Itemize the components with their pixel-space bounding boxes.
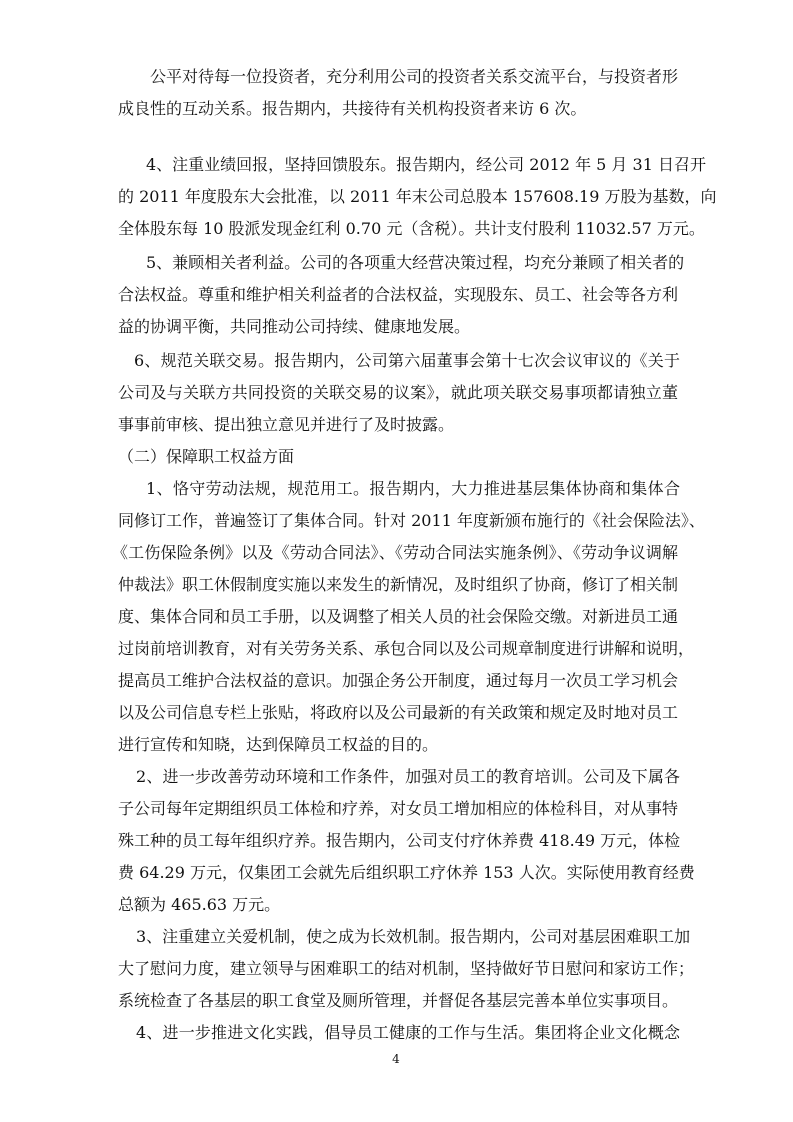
text-line: 益的协调平衡，共同推动公司持续、健康地发展。 — [118, 317, 471, 336]
text-line: 同修订工作，普遍签订了集体合同。针对 2011 年度新颁布施行的《社会保险法》、 — [118, 511, 705, 530]
text-line: 的 2011 年度股东大会批准，以 2011 年末公司总股本 157608.19 万股为基数，向 — [118, 187, 717, 206]
text-line: 合法权益。尊重和维护相关利益者的合法权益，实现股东、员工、社会等各方利 — [118, 285, 679, 304]
text-line: 进行宣传和知晓，达到保障员工权益的目的。 — [118, 735, 439, 754]
text-line: 6、规范关联交易。报告期内，公司第六届董事会第十七次会议审议的《关于 — [134, 351, 680, 370]
text-line: 事事前审核、提出独立意见并进行了及时披露。 — [118, 415, 455, 434]
text-line: 费 64.29 万元，仅集团工会就先后组织职工疗休养 153 人次。实际使用教育经费 — [118, 863, 695, 882]
text-line: 度、集体合同和员工手册，以及调整了相关人员的社会保险交缴。对新进员工通 — [118, 607, 679, 626]
text-line: 殊工种的员工每年组织疗养。报告期内，公司支付疗休养费 418.49 万元，体检 — [118, 831, 681, 850]
text-line: 《工伤保险条例》以及《劳动合同法》、《劳动合同法实施条例》、《劳动争议调解 — [112, 543, 678, 562]
section-heading: （二）保障职工权益方面 — [118, 447, 295, 466]
text-line: 4、注重业绩回报，坚持回馈股东。报告期内，经公司 2012 年 5 月 31 日召开 — [146, 155, 706, 174]
text-line: 成良性的互动关系。报告期内，共接待有关机构投资者来访 6 次。 — [118, 99, 587, 118]
text-line: 2、进一步改善劳动环境和工作条件，加强对员工的教育培训。公司及下属各 — [136, 767, 680, 786]
text-line: 总额为 465.63 万元。 — [118, 895, 281, 914]
text-line: 公平对待每一位投资者，充分利用公司的投资者关系交流平台，与投资者形 — [150, 67, 679, 86]
text-line: 系统检查了各基层的职工食堂及厕所管理，并督促各基层完善本单位实事项目。 — [118, 991, 679, 1010]
text-line: 子公司每年定期组织员工体检和疗养，对女员工增加相应的体检科目，对从事特 — [118, 799, 679, 818]
text-line: 提高员工维护合法权益的意识。加强企务公开制度，通过每月一次员工学习机会 — [118, 671, 679, 690]
text-line: 4、进一步推进文化实践，倡导员工健康的工作与生活。集团将企业文化概念 — [136, 1023, 680, 1042]
text-line: 大了慰问力度，建立领导与困难职工的结对机制，坚持做好节日慰问和家访工作； — [118, 959, 695, 978]
text-line: 以及公司信息专栏上张贴，将政府以及公司最新的有关政策和规定及时地对员工 — [118, 703, 679, 722]
text-line: 1、恪守劳动法规，规范用工。报告期内，大力推进基层集体协商和集体合 — [146, 479, 680, 498]
text-line: 公司及与关联方共同投资的关联交易的议案》，就此项关联交易事项都请独立董 — [118, 383, 678, 402]
text-line: 全体股东每 10 股派发现金红利 0.70 元（含税）。共计支付股利 11032.57 万元。 — [118, 219, 705, 238]
text-line: 仲裁法》职工休假制度实施以来发生的新情况，及时组织了协商，修订了相关制 — [118, 575, 679, 594]
text-line: 5、兼顾相关者利益。公司的各项重大经营决策过程，均充分兼顾了相关者的 — [146, 253, 685, 272]
page-number: 4 — [392, 1052, 400, 1066]
text-line: 过岗前培训教育，对有关劳务关系、承包合同以及公司规章制度进行讲解和说明， — [118, 639, 695, 658]
text-line: 3、注重建立关爱机制，使之成为长效机制。报告期内，公司对基层困难职工加 — [136, 927, 691, 946]
